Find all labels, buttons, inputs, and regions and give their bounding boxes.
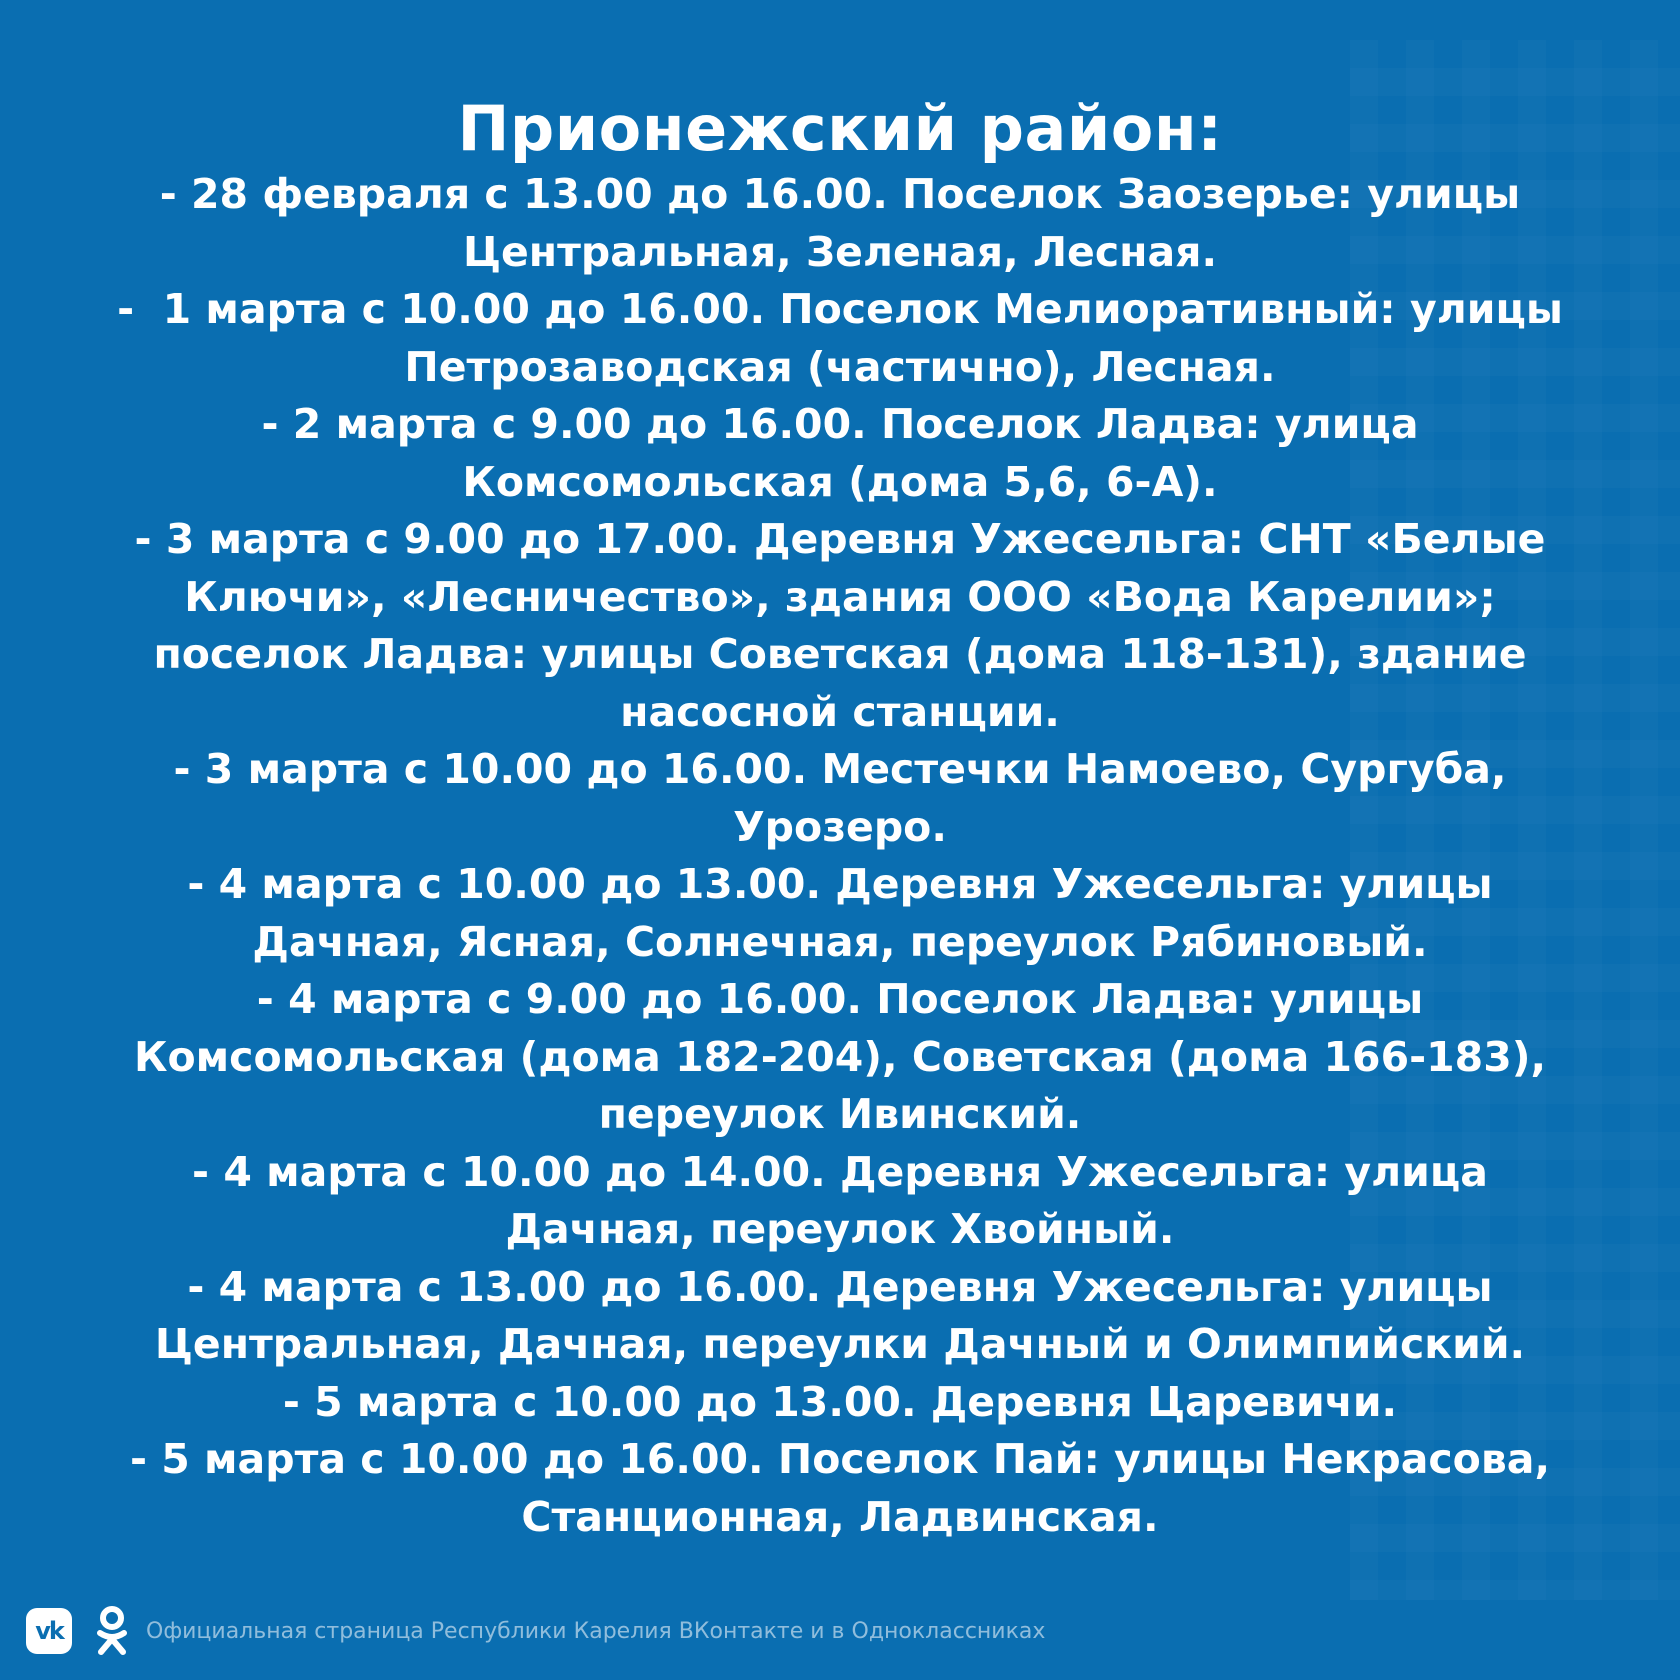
page-title: Прионежский район: — [457, 92, 1223, 165]
schedule-entry: - 5 марта с 10.00 до 13.00. Деревня Царевичи. — [282, 1377, 1398, 1426]
schedule-list — [100, 166, 1580, 1546]
vk-icon[interactable]: vk — [26, 1608, 72, 1654]
schedule-entry: - 4 марта с 9.00 до 16.00. Поселок Ладва: улицы Комсомольская (дома 182-204), Советская (дома 166-183), переулок Ивинский. — [133, 975, 1561, 1138]
schedule-entry: - 3 марта с 10.00 до 16.00. Местечки Намоево, Сургуба, Урозеро. — [173, 745, 1521, 851]
schedule-entry: - 4 марта с 10.00 до 14.00. Деревня Ужесельга: улица Дачная, переулок Хвойный. — [192, 1147, 1503, 1253]
footer — [26, 1605, 1045, 1657]
schedule-entry: - 2 марта с 9.00 до 16.00. Поселок Ладва: улица Комсомольская (дома 5,6, 6-А). — [261, 400, 1433, 506]
content-block — [100, 92, 1580, 1546]
odnoklassniki-icon[interactable] — [94, 1605, 130, 1657]
schedule-entry: - 28 февраля с 13.00 до 16.00. Поселок Заозерье: улицы Центральная, Зеленая, Лесная. — [159, 170, 1535, 276]
schedule-entry: - 4 марта с 13.00 до 16.00. Деревня Ужесельга: улицы Центральная, Дачная, переулки Дачный и Олимпийский. — [154, 1262, 1526, 1368]
schedule-entry: - 5 марта с 10.00 до 16.00. Поселок Пай: улицы Некрасова, Станционная, Ладвинская. — [129, 1435, 1565, 1541]
footer-caption: Официальная страница Республики Карелия ВКонтакте и в Одноклассниках — [146, 1618, 1046, 1644]
schedule-entry: - 4 марта с 10.00 до 13.00. Деревня Ужесельга: улицы Дачная, Ясная, Солнечная, переулок Рябиновый. — [187, 860, 1507, 966]
schedule-entry: - 3 марта с 9.00 до 17.00. Деревня Ужесельга: СНТ «Белые Ключи», «Лесничество», здания ООО «Вода Карелии»; поселок Ладва: улицы Советская (дома 118-131), здание насосной станции. — [134, 515, 1560, 736]
schedule-entry: - 1 марта с 10.00 до 16.00. Поселок Мелиоративный: улицы Петрозаводская (частично), Лесная. — [117, 285, 1578, 391]
